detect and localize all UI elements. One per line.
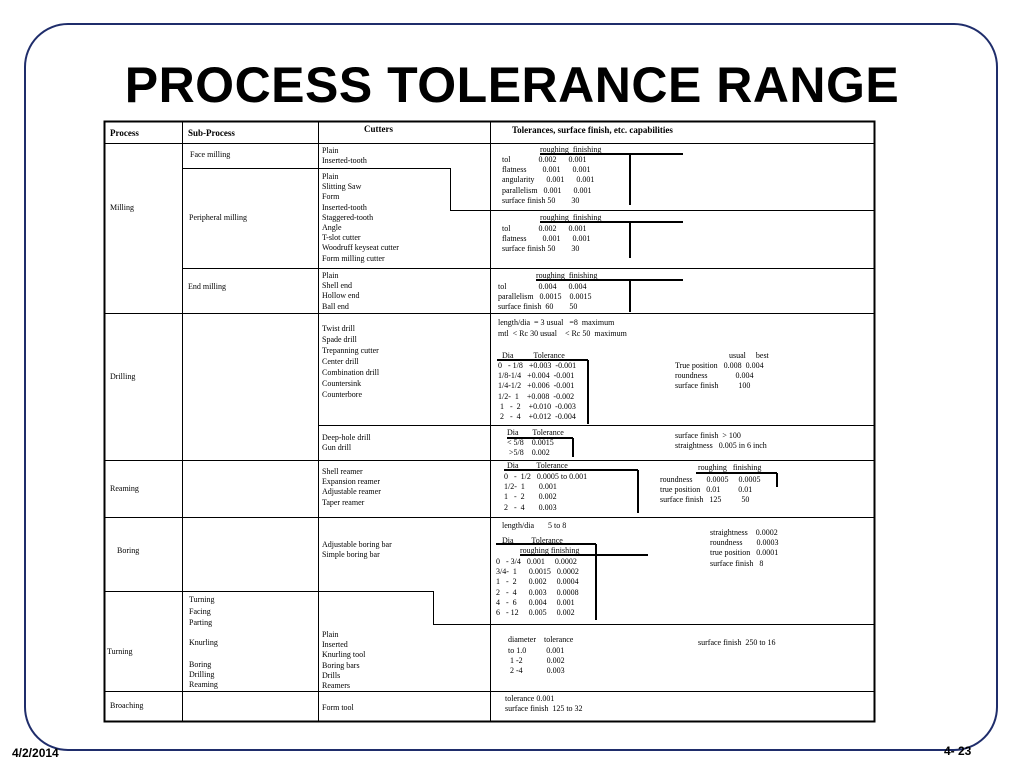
reaming-table-rows (504, 472, 587, 513)
cutter-item: Staggered-tooth (322, 212, 374, 222)
tol-row: surface finish 50 30 (502, 244, 580, 254)
turning-table-rows (508, 646, 565, 677)
tol-row: surface finish 8 (710, 558, 764, 568)
tol-row: true position 0.0001 (710, 548, 779, 558)
cutter-item: Woodruff keyseat cutter (322, 243, 399, 253)
process-boring: Boring (117, 546, 140, 555)
drilling-intro-line: length/dia = 3 usual =8 maximum (498, 318, 615, 327)
reaming-right-head: roughing finishing (698, 463, 762, 472)
cutter-item: Form milling cutter (322, 253, 385, 263)
cutter-item: Slitting Saw (322, 182, 362, 192)
tol-row: 2 - 4 +0.012 -0.004 (498, 412, 576, 422)
process-reaming: Reaming (110, 484, 139, 493)
milling-tol1-rows (502, 155, 594, 206)
subprocess-face-milling: Face milling (190, 150, 231, 159)
cutter-item: Boring bars (322, 660, 360, 670)
tol-row: 2 - 4 0.003 0.0008 (496, 587, 579, 597)
tol-row: tol 0.004 0.004 (498, 282, 587, 291)
process-turning: Turning (107, 647, 133, 656)
cutter-item: Counterbore (322, 390, 362, 399)
tol-row: tol 0.002 0.001 (502, 224, 587, 233)
cutter-item: Inserted-tooth (322, 202, 367, 212)
face-milling-cutters (322, 146, 367, 166)
tol-row: roundness 0.0005 0.0005 (660, 475, 761, 484)
cutter-item: Twist drill (322, 324, 355, 333)
header-process: Process (110, 128, 139, 138)
reaming-cutters (322, 467, 381, 508)
tol-row: 1/4-1/2 +0.006 -0.001 (498, 381, 575, 391)
tol-row: angularity 0.001 0.001 (502, 175, 595, 185)
broaching-cutter: Form tool (322, 703, 354, 712)
end-milling-cutters (322, 271, 360, 312)
subprocess-knurling: Knurling (189, 638, 218, 647)
tol-row: surface finish 125 to 32 (505, 704, 583, 714)
cutter-item: Drills (322, 670, 341, 680)
milling-tol3-head: roughing finishing (536, 271, 598, 280)
tol-row: tolerance 0.001 (505, 694, 555, 703)
cutter-item: Taper reamer (322, 497, 365, 507)
tol-row: 2 - 4 0.003 (504, 502, 557, 512)
milling-tol2-rows (502, 224, 590, 255)
cutter-item: Combination drill (322, 368, 380, 377)
cutter-item: Plain (322, 172, 339, 181)
subprocess-end-milling: End milling (188, 282, 226, 291)
page-number: 4- 23 (944, 744, 972, 758)
tol-row: parallelism 0.0015 0.0015 (498, 292, 592, 302)
cutter-item: Hollow end (322, 291, 360, 301)
cutter-item: Adjustable boring bar (322, 540, 392, 549)
tol-row: 1 - 2 +0.010 -0.003 (498, 401, 576, 411)
peripheral-milling-cutters (322, 172, 399, 264)
drilling-cutters (322, 323, 379, 400)
boring-right-rows (710, 528, 778, 569)
turning-right: surface finish 250 to 16 (698, 638, 776, 647)
cutter-item: Plain (322, 271, 339, 280)
cutter-item: Plain (322, 630, 339, 639)
tol-row: parallelism 0.001 0.001 (502, 185, 592, 195)
subprocess-item: Parting (189, 618, 213, 627)
turning-table-head: diameter tolerance (508, 635, 574, 644)
tol-row: 3/4- 1 0.0015 0.0002 (496, 567, 579, 577)
footer-date: 4/2/2014 (12, 746, 59, 760)
page-title: PROCESS TOLERANCE RANGE (124, 57, 900, 113)
cutter-item: Center drill (322, 357, 359, 366)
tol-row: flatness 0.001 0.001 (502, 165, 591, 175)
tol-row: 1 -2 0.002 (508, 656, 565, 666)
tol-row: >5/8 0.002 (507, 448, 550, 458)
turning-subprocess-1 (189, 594, 215, 629)
tol-row: to 1.0 0.001 (508, 646, 565, 655)
drilling-intro-line: mtl < Rc 30 usual < Rc 50 maximum (498, 329, 627, 338)
turning-subprocess-3 (189, 660, 218, 691)
tol-row: 0 - 1/2 0.0005 to 0.001 (504, 472, 588, 481)
boring-table-head: Dia Tolerance (502, 536, 563, 545)
milling-tol1-head: roughing finishing (540, 145, 602, 154)
cutter-item: Plain (322, 146, 339, 155)
tol-row: roundness 0.004 (675, 371, 754, 381)
tol-row: surface finish 100 (675, 381, 751, 391)
subprocess-item: Drilling (189, 670, 215, 680)
cutter-item: Reamers (322, 681, 350, 691)
tol-row: straightness 0.005 in 6 inch (675, 441, 767, 451)
milling-tol3-rows (498, 282, 592, 313)
tol-row: surface finish 125 50 (660, 495, 750, 505)
boring-intro: length/dia 5 to 8 (502, 521, 567, 530)
tol-row: 2 -4 0.003 (508, 666, 565, 676)
drilling-table-rows (498, 361, 576, 422)
cutter-item: Ball end (322, 301, 349, 311)
deep-hole-head: Dia Tolerance (507, 428, 564, 437)
tol-row: true position 0.01 0.01 (660, 485, 753, 495)
turning-cutters (322, 630, 365, 691)
reaming-right-rows (660, 475, 760, 506)
tol-row: True position 0.008 0.004 (675, 361, 764, 370)
header-subprocess: Sub-Process (188, 128, 235, 138)
cutter-item: Shell reamer (322, 467, 363, 476)
tol-row: 1 - 2 0.002 (504, 492, 557, 502)
cutter-item: Deep-hole drill (322, 433, 371, 442)
cutter-item: Spade drill (322, 335, 357, 344)
cutter-item: Shell end (322, 281, 352, 291)
cutter-item: Inserted-tooth (322, 156, 367, 166)
drilling-table-head: Dia Tolerance (502, 351, 565, 360)
tol-row: 0 - 1/8 +0.003 -0.001 (498, 361, 577, 370)
process-broaching: Broaching (110, 701, 144, 710)
drilling-right-rows (675, 361, 764, 392)
header-cutters: Cutters (364, 124, 393, 134)
cutter-item: Inserted (322, 640, 348, 650)
cutter-item: Trepanning cutter (322, 346, 379, 355)
tol-row: surface finish > 100 (675, 431, 741, 440)
reaming-table-head: Dia Tolerance (507, 461, 568, 470)
cutter-item: Expansion reamer (322, 477, 380, 487)
cutter-item: Simple boring bar (322, 550, 380, 560)
cutter-item: T-slot cutter (322, 233, 361, 243)
tol-row: straightness 0.0002 (710, 528, 778, 537)
cutter-item: Adjustable reamer (322, 487, 381, 497)
subprocess-item: Facing (189, 606, 211, 616)
tol-row: roundness 0.0003 (710, 538, 779, 548)
boring-table-sub: roughing finishing (520, 546, 580, 555)
deep-hole-rows (507, 438, 554, 458)
tol-row: 1/2- 1 +0.008 -0.002 (498, 391, 575, 401)
subprocess-item: Reaming (189, 680, 218, 690)
drilling-intro (498, 317, 627, 339)
tol-row: tol 0.002 0.001 (502, 155, 587, 164)
tol-row: flatness 0.001 0.001 (502, 234, 591, 244)
deep-hole-right (675, 431, 767, 451)
tol-row: 0 - 3/4 0.001 0.0002 (496, 557, 577, 566)
drilling-right-head: usual best (729, 351, 769, 360)
process-drilling: Drilling (110, 372, 136, 381)
tol-row: surface finish 60 50 (498, 302, 578, 312)
tol-row: 1 - 2 0.002 0.0004 (496, 577, 579, 587)
deep-hole-cutters (322, 433, 371, 453)
process-milling: Milling (110, 203, 135, 212)
subprocess-item: Boring (189, 660, 212, 669)
tol-row: 1/2- 1 0.001 (504, 482, 557, 492)
tol-row: 1/8-1/4 +0.004 -0.001 (498, 371, 575, 381)
cutter-item: Angle (322, 223, 342, 233)
cutter-item: Gun drill (322, 443, 352, 453)
subprocess-peripheral-milling: Peripheral milling (189, 213, 247, 222)
broaching-rows (505, 694, 583, 714)
tol-row: 4 - 6 0.004 0.001 (496, 597, 575, 607)
boring-cutters (322, 540, 392, 560)
tol-row: surface finish 50 30 (502, 195, 580, 205)
subprocess-item: Turning (189, 595, 215, 604)
milling-tol2-head: roughing finishing (540, 213, 602, 222)
tol-row: 6 - 12 0.005 0.002 (496, 608, 575, 618)
header-tolerances: Tolerances, surface finish, etc. capabilities (512, 125, 673, 135)
cutter-item: Form (322, 192, 340, 202)
boring-table-rows (496, 557, 579, 618)
cutter-item: Knurling tool (322, 650, 366, 660)
tol-row: < 5/8 0.0015 (507, 438, 554, 447)
cutter-item: Countersink (322, 379, 362, 388)
